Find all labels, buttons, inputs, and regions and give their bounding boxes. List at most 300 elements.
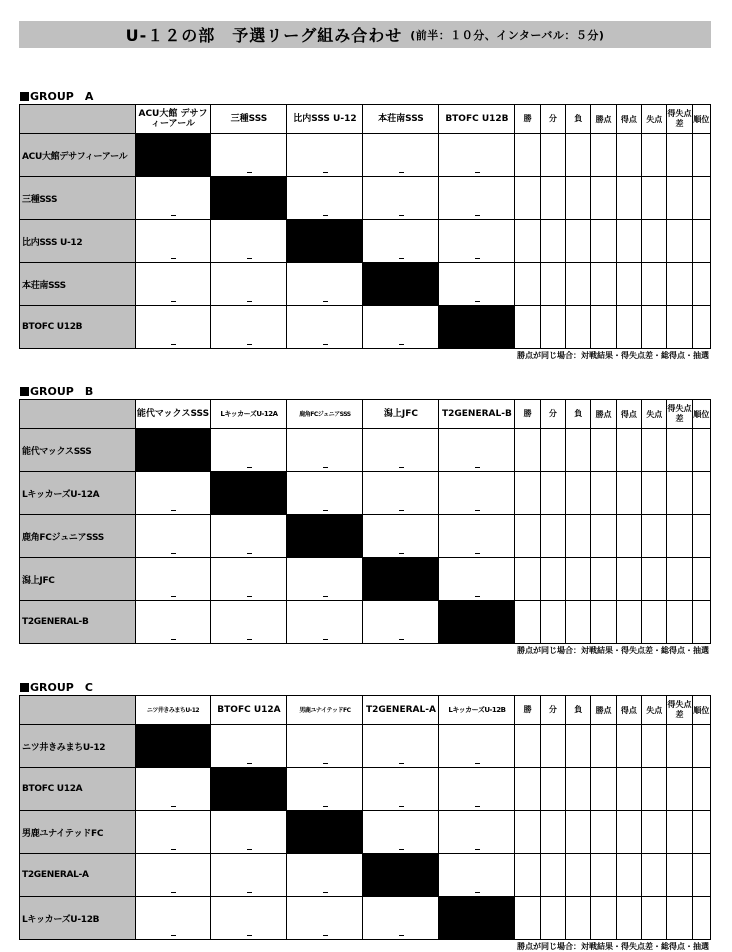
team-name-cell: [20, 811, 136, 854]
match-result-cell: [135, 811, 211, 854]
team-name: ACU大館デサフィーアール: [22, 151, 128, 162]
stat-cell: [540, 601, 565, 644]
self-match-cell: [135, 725, 211, 768]
match-result-cell: [363, 768, 439, 811]
match-result-cell: [211, 725, 287, 768]
score-separator: [475, 596, 480, 597]
stat-cell: [616, 429, 641, 472]
stat-cell: [515, 725, 540, 768]
team-name-cell: [20, 558, 136, 601]
stat-cell: [515, 768, 540, 811]
team-name: T2GENERAL-A: [22, 870, 89, 880]
opponent-header: [135, 105, 211, 134]
match-result-cell: [135, 220, 211, 263]
stat-header-label: 順位: [693, 705, 710, 715]
stat-header: [540, 105, 565, 134]
stat-header: [515, 696, 540, 725]
score-separator: [247, 596, 252, 597]
match-result-cell: [363, 515, 439, 558]
opponent-header: [287, 696, 363, 725]
stat-cell: [692, 897, 710, 940]
stat-cell: [642, 306, 667, 349]
score-separator: [323, 935, 328, 936]
stat-header-label: 勝点: [595, 705, 612, 715]
opponent-header: [363, 105, 439, 134]
stat-cell: [616, 725, 641, 768]
stat-cell: [591, 220, 616, 263]
match-result-cell: [287, 134, 363, 177]
header-row: [20, 696, 711, 725]
stat-cell: [566, 306, 591, 349]
stat-cell: [616, 897, 641, 940]
stat-cell: [642, 558, 667, 601]
stat-header-label: 勝: [523, 114, 532, 123]
stat-header: [515, 400, 540, 429]
stat-cell: [540, 897, 565, 940]
stat-cell: [667, 558, 692, 601]
stat-cell: [540, 220, 565, 263]
stat-cell: [616, 306, 641, 349]
team-name: 潟上JFC: [22, 575, 55, 586]
stat-cell: [515, 854, 540, 897]
score-separator: [171, 596, 176, 597]
stat-cell: [667, 601, 692, 644]
match-result-cell: [439, 429, 515, 472]
header-row: [20, 400, 711, 429]
score-separator: [475, 258, 480, 259]
stat-cell: [591, 725, 616, 768]
stat-cell: [692, 177, 710, 220]
stat-cell: [540, 515, 565, 558]
match-result-cell: [135, 558, 211, 601]
opponent-header-label: LキッカーズU-12A: [220, 410, 278, 418]
stat-cell: [566, 811, 591, 854]
stat-cell: [667, 897, 692, 940]
stat-cell: [642, 263, 667, 306]
match-result-cell: [135, 263, 211, 306]
stat-cell: [667, 811, 692, 854]
self-match-cell: [211, 177, 287, 220]
score-separator: [171, 215, 176, 216]
stat-cell: [616, 220, 641, 263]
team-name-cell: [20, 515, 136, 558]
match-result-cell: [135, 601, 211, 644]
stat-cell: [515, 134, 540, 177]
stat-cell: [692, 558, 710, 601]
score-separator: [399, 215, 404, 216]
stat-header-label: 分: [548, 114, 557, 123]
match-result-cell: [211, 134, 287, 177]
team-name: 男鹿ユナイテッドFC: [22, 828, 104, 839]
match-result-cell: [287, 306, 363, 349]
team-name: 三種SSS: [22, 194, 58, 205]
score-separator: [323, 172, 328, 173]
group-label: [20, 90, 711, 104]
stat-cell: [642, 897, 667, 940]
score-separator: [171, 806, 176, 807]
stat-cell: [566, 725, 591, 768]
tiebreak-note: 勝点が同じ場合：対戦結果・得失点差・総得点・抽選: [517, 942, 709, 951]
stat-cell: [566, 601, 591, 644]
group-label: [20, 681, 711, 695]
score-separator: [399, 639, 404, 640]
self-match-cell: [287, 220, 363, 263]
match-result-cell: [363, 177, 439, 220]
group-c: [19, 681, 711, 952]
corner-cell: [20, 696, 136, 725]
stat-cell: [616, 515, 641, 558]
stat-cell: [566, 558, 591, 601]
square-bullet-icon: [20, 683, 29, 692]
match-result-cell: [363, 306, 439, 349]
stat-cell: [591, 811, 616, 854]
opponent-header-label: T2GENERAL-A: [365, 705, 436, 715]
stat-cell: [540, 472, 565, 515]
team-name-cell: [20, 177, 136, 220]
match-result-cell: [439, 725, 515, 768]
stat-header-label: 得失点差: [667, 109, 692, 128]
stat-header: [591, 696, 616, 725]
match-result-cell: [363, 811, 439, 854]
team-name-cell: [20, 134, 136, 177]
score-separator: [399, 806, 404, 807]
stat-cell: [566, 177, 591, 220]
score-separator: [399, 172, 404, 173]
stat-cell: [642, 768, 667, 811]
stat-cell: [692, 220, 710, 263]
stat-header: [616, 105, 641, 134]
match-result-cell: [363, 725, 439, 768]
stat-header: [566, 105, 591, 134]
score-separator: [171, 301, 176, 302]
team-name-cell: [20, 220, 136, 263]
match-result-cell: [439, 134, 515, 177]
stat-cell: [540, 768, 565, 811]
team-name-cell: [20, 768, 136, 811]
stat-cell: [566, 515, 591, 558]
match-result-cell: [287, 472, 363, 515]
stat-header-label: 順位: [693, 114, 710, 124]
stat-cell: [692, 472, 710, 515]
stat-header: [692, 696, 710, 725]
opponent-header-label: T2GENERAL-B: [442, 409, 512, 419]
group-a: [19, 90, 711, 361]
corner-cell: [20, 400, 136, 429]
stat-cell: [616, 768, 641, 811]
opponent-header: [211, 400, 287, 429]
team-name-cell: [20, 306, 136, 349]
team-name-cell: [20, 263, 136, 306]
stat-cell: [591, 134, 616, 177]
stat-cell: [591, 768, 616, 811]
stat-header-label: 得点: [620, 409, 637, 419]
group-label-text: GROUP B: [30, 385, 94, 398]
stat-cell: [540, 263, 565, 306]
opponent-header: [211, 696, 287, 725]
opponent-header: [439, 696, 515, 725]
score-separator: [399, 258, 404, 259]
score-separator: [399, 763, 404, 764]
self-match-cell: [287, 811, 363, 854]
opponent-header: [439, 105, 515, 134]
match-result-cell: [287, 429, 363, 472]
stat-cell: [515, 429, 540, 472]
team-row: [20, 811, 711, 854]
stat-header: [540, 696, 565, 725]
team-name-cell: [20, 429, 136, 472]
match-result-cell: [211, 558, 287, 601]
stat-cell: [692, 263, 710, 306]
match-result-cell: [211, 429, 287, 472]
score-separator: [171, 849, 176, 850]
stat-cell: [540, 854, 565, 897]
stat-header: [591, 105, 616, 134]
match-result-cell: [439, 768, 515, 811]
stat-cell: [566, 472, 591, 515]
score-separator: [171, 510, 176, 511]
score-separator: [171, 892, 176, 893]
team-name: BTOFC U12B: [22, 322, 83, 332]
stat-cell: [667, 768, 692, 811]
stat-cell: [667, 472, 692, 515]
score-separator: [247, 344, 252, 345]
stat-cell: [616, 263, 641, 306]
opponent-header-label: ニツ井きみまちU-12: [146, 706, 200, 714]
score-separator: [323, 596, 328, 597]
score-separator: [475, 510, 480, 511]
stat-cell: [591, 897, 616, 940]
stat-cell: [591, 472, 616, 515]
stat-cell: [591, 854, 616, 897]
opponent-header-label: 男鹿ユナイテッドFC: [299, 706, 351, 714]
square-bullet-icon: [20, 92, 29, 101]
stat-header-label: 失点: [646, 114, 663, 124]
score-separator: [171, 258, 176, 259]
team-row: [20, 558, 711, 601]
stat-header: [667, 105, 692, 134]
team-row: [20, 220, 711, 263]
stat-cell: [515, 263, 540, 306]
stat-cell: [616, 558, 641, 601]
stat-header: [642, 105, 667, 134]
match-result-cell: [439, 472, 515, 515]
opponent-header-label: 能代マックスSSS: [136, 409, 210, 419]
opponent-header-label: 比内SSS U-12: [293, 114, 357, 124]
stat-cell: [667, 854, 692, 897]
self-match-cell: [135, 134, 211, 177]
match-result-cell: [287, 725, 363, 768]
score-separator: [399, 510, 404, 511]
stat-cell: [540, 811, 565, 854]
score-separator: [323, 892, 328, 893]
stat-header: [642, 400, 667, 429]
team-name-cell: [20, 897, 136, 940]
stat-cell: [591, 429, 616, 472]
stat-header-label: 勝: [523, 705, 532, 714]
match-result-cell: [363, 220, 439, 263]
team-row: [20, 134, 711, 177]
opponent-header: [363, 400, 439, 429]
score-separator: [399, 467, 404, 468]
team-name: LキッカーズU-12A: [22, 489, 100, 500]
score-separator: [323, 467, 328, 468]
match-result-cell: [439, 811, 515, 854]
stat-header: [667, 696, 692, 725]
team-row: [20, 472, 711, 515]
stat-header: [692, 400, 710, 429]
stat-cell: [692, 811, 710, 854]
stat-cell: [515, 472, 540, 515]
stat-cell: [642, 515, 667, 558]
score-separator: [323, 510, 328, 511]
stat-cell: [616, 601, 641, 644]
match-result-cell: [211, 897, 287, 940]
stat-cell: [566, 768, 591, 811]
stat-cell: [591, 558, 616, 601]
opponent-header-label: LキッカーズU-12B: [448, 706, 506, 714]
stat-cell: [692, 768, 710, 811]
score-separator: [171, 639, 176, 640]
self-match-cell: [363, 263, 439, 306]
match-result-cell: [439, 177, 515, 220]
self-match-cell: [211, 472, 287, 515]
stat-header: [616, 400, 641, 429]
stat-header-label: 得失点差: [667, 700, 692, 719]
stat-header-label: 負: [574, 114, 583, 123]
team-name-cell: [20, 854, 136, 897]
team-name: BTOFC U12A: [22, 784, 83, 794]
corner-cell: [20, 105, 136, 134]
stat-header: [667, 400, 692, 429]
score-separator: [171, 553, 176, 554]
stat-cell: [540, 725, 565, 768]
opponent-header: [211, 105, 287, 134]
team-name: 鹿角FCジュニアSSS: [22, 532, 104, 543]
stat-cell: [591, 177, 616, 220]
stat-cell: [616, 472, 641, 515]
score-separator: [171, 935, 176, 936]
stat-cell: [692, 601, 710, 644]
score-separator: [399, 553, 404, 554]
team-name: 比内SSS U-12: [22, 237, 83, 248]
match-result-cell: [287, 177, 363, 220]
team-name: 本荘南SSS: [22, 280, 66, 291]
opponent-header-label: 潟上JFC: [383, 409, 418, 419]
opponent-header-label: 本荘南SSS: [378, 114, 424, 124]
stat-header: [642, 696, 667, 725]
stat-cell: [667, 134, 692, 177]
opponent-header-label: BTOFC U12B: [445, 114, 509, 124]
match-result-cell: [135, 306, 211, 349]
score-separator: [475, 849, 480, 850]
stat-cell: [667, 429, 692, 472]
match-result-cell: [135, 177, 211, 220]
group-b: [19, 385, 711, 656]
team-name: 能代マックスSSS: [22, 446, 92, 457]
stat-header: [566, 696, 591, 725]
stat-header-label: 分: [548, 705, 557, 714]
opponent-header: [363, 696, 439, 725]
match-result-cell: [439, 558, 515, 601]
team-name-cell: [20, 725, 136, 768]
stat-cell: [515, 306, 540, 349]
score-separator: [475, 763, 480, 764]
opponent-header: [287, 105, 363, 134]
team-row: [20, 263, 711, 306]
stat-header: [540, 400, 565, 429]
stat-cell: [540, 429, 565, 472]
stat-cell: [642, 854, 667, 897]
square-bullet-icon: [20, 387, 29, 396]
team-name: LキッカーズU-12B: [22, 914, 100, 925]
stat-cell: [642, 601, 667, 644]
header-row: [20, 105, 711, 134]
match-result-cell: [287, 897, 363, 940]
stat-cell: [667, 263, 692, 306]
score-separator: [399, 344, 404, 345]
stat-cell: [566, 220, 591, 263]
self-match-cell: [439, 306, 515, 349]
stat-cell: [566, 897, 591, 940]
team-name: T2GENERAL-B: [22, 617, 89, 627]
stat-header: [566, 400, 591, 429]
stat-header-label: 失点: [646, 705, 663, 715]
stat-cell: [566, 854, 591, 897]
stat-cell: [515, 220, 540, 263]
stat-cell: [591, 601, 616, 644]
score-separator: [247, 892, 252, 893]
stat-cell: [540, 558, 565, 601]
score-separator: [475, 806, 480, 807]
tiebreak-note: 勝点が同じ場合：対戦結果・得失点差・総得点・抽選: [517, 646, 709, 655]
score-separator: [475, 215, 480, 216]
stat-cell: [692, 854, 710, 897]
stat-cell: [642, 429, 667, 472]
stat-cell: [642, 811, 667, 854]
opponent-header-label: 鹿角FCジュニアSSS: [299, 410, 351, 418]
score-separator: [247, 467, 252, 468]
match-result-cell: [439, 263, 515, 306]
stat-header-label: 得点: [620, 114, 637, 124]
stat-header-label: 得点: [620, 705, 637, 715]
team-row: [20, 177, 711, 220]
league-table: [19, 399, 711, 644]
match-result-cell: [439, 854, 515, 897]
team-name-cell: [20, 472, 136, 515]
team-row: [20, 768, 711, 811]
title-bar: [19, 21, 711, 48]
page-title: U-１２の部 予選リーグ組み合わせ: [125, 26, 403, 45]
match-result-cell: [211, 306, 287, 349]
team-row: [20, 515, 711, 558]
stat-cell: [667, 725, 692, 768]
match-result-cell: [135, 515, 211, 558]
opponent-header-label: ACU大館 デサフィーアール: [138, 109, 208, 129]
opponent-header: [287, 400, 363, 429]
match-result-cell: [287, 601, 363, 644]
score-separator: [475, 301, 480, 302]
stat-cell: [642, 177, 667, 220]
stat-cell: [692, 134, 710, 177]
match-result-cell: [287, 263, 363, 306]
team-row: [20, 429, 711, 472]
stat-cell: [540, 134, 565, 177]
match-result-cell: [363, 134, 439, 177]
opponent-header-label: 三種SSS: [230, 114, 268, 124]
score-separator: [247, 849, 252, 850]
match-result-cell: [211, 515, 287, 558]
stat-cell: [591, 515, 616, 558]
